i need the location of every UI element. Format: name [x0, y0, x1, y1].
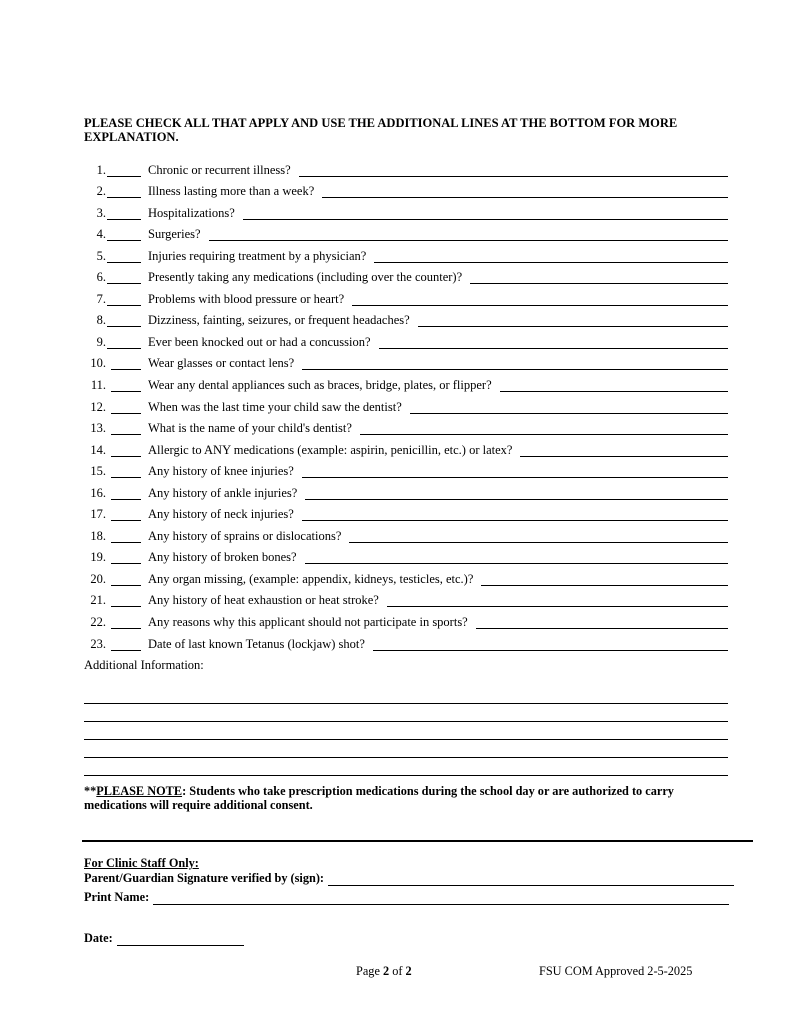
please-note	[84, 785, 732, 812]
question-text: When was the last time your child saw the dentist?	[148, 399, 402, 414]
answer-line[interactable]	[373, 638, 728, 651]
note-text: : Students who take prescription medications during the school day or are authorized to carry medications will require additional consent.	[84, 784, 674, 812]
question-row	[84, 607, 728, 629]
note-label: PLEASE NOTE	[96, 784, 183, 798]
additional-info-line[interactable]	[84, 704, 728, 722]
question-text: Any history of heat exhaustion or heat stroke?	[148, 593, 379, 608]
question-row	[84, 564, 728, 586]
question-text: Surgeries?	[148, 227, 201, 242]
question-row	[84, 521, 728, 543]
answer-line[interactable]	[500, 379, 728, 392]
section-divider	[82, 840, 753, 842]
clinic-title: For Clinic Staff Only:	[84, 856, 199, 870]
question-text: Any history of neck injuries?	[148, 507, 294, 522]
question-number: 10.	[90, 356, 106, 371]
question-text: Problems with blood pressure or heart?	[148, 291, 345, 306]
answer-line[interactable]	[476, 616, 728, 629]
question-number: 16.	[90, 485, 106, 500]
question-list	[84, 155, 728, 651]
checkmark-blank[interactable]	[111, 530, 141, 543]
checkmark-blank[interactable]	[107, 293, 141, 306]
answer-line[interactable]	[410, 401, 728, 414]
answer-line[interactable]	[302, 357, 728, 370]
checkmark-blank[interactable]	[107, 228, 141, 241]
additional-info-label: Additional Information:	[84, 658, 204, 672]
additional-info-lines[interactable]	[84, 686, 728, 776]
approval-stamp: FSU COM Approved 2-5-2025	[539, 964, 693, 978]
question-number: 5.	[96, 248, 106, 263]
checkmark-blank[interactable]	[111, 638, 141, 651]
additional-info-line[interactable]	[84, 740, 728, 758]
checkmark-blank[interactable]	[111, 508, 141, 521]
additional-info-line[interactable]	[84, 758, 728, 776]
answer-line[interactable]	[305, 551, 728, 564]
question-text: Any organ missing, (example: appendix, kidneys, testicles, etc.)?	[148, 571, 474, 586]
answer-line[interactable]	[243, 207, 728, 220]
signature-row	[84, 871, 734, 886]
checkmark-blank[interactable]	[107, 185, 141, 198]
additional-info-line[interactable]	[84, 686, 728, 704]
answer-line[interactable]	[302, 508, 728, 521]
question-row	[84, 349, 728, 371]
answer-line[interactable]	[470, 271, 728, 284]
question-number: 9.	[96, 334, 106, 349]
question-number: 14.	[90, 442, 106, 457]
question-row	[84, 392, 728, 414]
page-of: of	[389, 964, 406, 978]
question-row	[84, 629, 728, 651]
question-text: Allergic to ANY medications (example: aspirin, penicillin, etc.) or latex?	[148, 442, 513, 457]
checkmark-blank[interactable]	[107, 336, 141, 349]
question-number: 23.	[90, 636, 106, 651]
print-name-row	[84, 891, 729, 905]
question-text: Any history of knee injuries?	[148, 464, 294, 479]
checkmark-blank[interactable]	[111, 616, 141, 629]
question-number: 20.	[90, 571, 106, 586]
checkmark-blank[interactable]	[111, 594, 141, 607]
question-number: 4.	[96, 227, 106, 242]
answer-line[interactable]	[352, 293, 728, 306]
question-text: Any history of ankle injuries?	[148, 485, 298, 500]
checkmark-blank[interactable]	[107, 250, 141, 263]
checkmark-blank[interactable]	[111, 444, 141, 457]
answer-line[interactable]	[379, 336, 729, 349]
page-current: 2	[382, 964, 390, 978]
page-total: 2	[405, 964, 412, 978]
question-text: Any history of broken bones?	[148, 550, 297, 565]
page-prefix: Page	[356, 964, 383, 978]
checkmark-blank[interactable]	[111, 379, 141, 392]
question-number: 21.	[90, 593, 106, 608]
question-text: Injuries requiring treatment by a physician?	[148, 248, 367, 263]
answer-line[interactable]	[302, 465, 728, 478]
question-row	[84, 370, 728, 392]
question-number: 15.	[90, 464, 106, 479]
question-text: Dizziness, fainting, seizures, or frequent headaches?	[148, 313, 410, 328]
question-row	[84, 414, 728, 436]
question-number: 11.	[90, 378, 106, 393]
checkmark-blank[interactable]	[107, 314, 141, 327]
additional-info-line[interactable]	[84, 722, 728, 740]
note-prefix: **	[84, 784, 97, 798]
question-number: 1.	[96, 162, 106, 177]
question-row	[84, 198, 728, 220]
checkmark-blank[interactable]	[107, 164, 141, 177]
answer-line[interactable]	[520, 444, 728, 457]
question-number: 3.	[96, 205, 106, 220]
signature-label: Parent/Guardian Signature verified by (sign):	[84, 870, 325, 885]
question-row	[84, 220, 728, 242]
question-text: Chronic or recurrent illness?	[148, 162, 291, 177]
question-text: What is the name of your child's dentist?	[148, 421, 352, 436]
clinic-staff-section	[84, 856, 734, 886]
question-number: 8.	[96, 313, 106, 328]
signature-field[interactable]	[328, 874, 734, 886]
question-row	[84, 327, 728, 349]
question-row	[84, 241, 728, 263]
print-name-field[interactable]	[153, 893, 729, 905]
page-number	[356, 964, 412, 979]
date-row	[84, 932, 244, 946]
instructions-heading: PLEASE CHECK ALL THAT APPLY AND USE THE ADDITIONAL LINES AT THE BOTTOM FOR MORE EXPLANATION.	[84, 116, 678, 144]
question-text: Wear any dental appliances such as braces, bridge, plates, or flipper?	[148, 378, 492, 393]
question-row	[84, 500, 728, 522]
checkmark-blank[interactable]	[111, 465, 141, 478]
question-row	[84, 284, 728, 306]
date-field[interactable]	[117, 934, 244, 946]
checkmark-blank[interactable]	[111, 573, 141, 586]
question-number: 13.	[90, 421, 106, 436]
answer-line[interactable]	[360, 422, 728, 435]
checkmark-blank[interactable]	[111, 487, 141, 500]
question-number: 2.	[96, 184, 106, 199]
question-text: Wear glasses or contact lens?	[148, 356, 295, 371]
question-text: Date of last known Tetanus (lockjaw) shot?	[148, 636, 365, 651]
answer-line[interactable]	[349, 530, 728, 543]
question-number: 22.	[90, 615, 106, 630]
question-row	[84, 155, 728, 177]
question-number: 7.	[96, 291, 106, 306]
question-number: 19.	[90, 550, 106, 565]
answer-line[interactable]	[481, 573, 728, 586]
question-text: Presently taking any medications (including over the counter)?	[148, 270, 463, 285]
question-text: Any history of sprains or dislocations?	[148, 528, 342, 543]
question-row	[84, 306, 728, 328]
checkmark-blank[interactable]	[111, 551, 141, 564]
question-row	[84, 177, 728, 199]
question-row	[84, 263, 728, 285]
question-row	[84, 586, 728, 608]
question-text: Illness lasting more than a week?	[148, 184, 315, 199]
date-label: Date:	[84, 931, 113, 945]
checkmark-blank[interactable]	[111, 422, 141, 435]
checkmark-blank[interactable]	[111, 357, 141, 370]
question-row	[84, 435, 728, 457]
checkmark-blank[interactable]	[111, 401, 141, 414]
answer-line[interactable]	[418, 314, 728, 327]
question-number: 12.	[90, 399, 106, 414]
question-number: 6.	[96, 270, 106, 285]
answer-line[interactable]	[305, 487, 728, 500]
question-row	[84, 457, 728, 479]
answer-line[interactable]	[387, 594, 728, 607]
question-text: Any reasons why this applicant should not participate in sports?	[148, 615, 468, 630]
question-text: Hospitalizations?	[148, 205, 235, 220]
answer-line[interactable]	[322, 185, 728, 198]
answer-line[interactable]	[374, 250, 728, 263]
question-row	[84, 478, 728, 500]
answer-line[interactable]	[209, 228, 728, 241]
question-number: 18.	[90, 528, 106, 543]
answer-line[interactable]	[299, 164, 728, 177]
question-text: Ever been knocked out or had a concussion?	[148, 334, 371, 349]
checkmark-blank[interactable]	[107, 207, 141, 220]
question-number: 17.	[90, 507, 106, 522]
question-row	[84, 543, 728, 565]
print-name-label: Print Name:	[84, 890, 150, 904]
checkmark-blank[interactable]	[107, 271, 141, 284]
